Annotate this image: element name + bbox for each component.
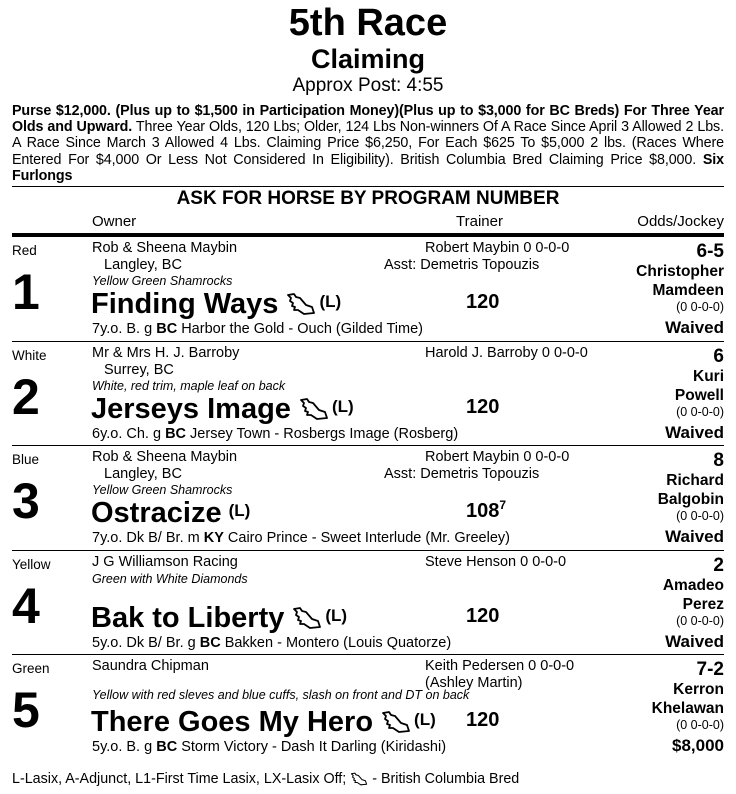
silks-description: Yellow with red sleves and blue cuffs, slash on front and DT on back	[92, 688, 470, 703]
breeding-origin: BC	[156, 739, 178, 756]
program-number: 5	[12, 682, 40, 739]
saddle-cloth-color: Blue	[12, 452, 40, 468]
column-trainer: Trainer	[456, 213, 503, 231]
silks-description: White, red trim, maple leaf on back	[92, 378, 286, 393]
assistant-trainer: Asst: Demetris Topouzis	[384, 257, 540, 274]
pedigree: Cairo Prince - Sweet Interlude (Mr. Greeley)	[223, 530, 510, 547]
post-time: Approx Post: 4:55	[292, 75, 444, 96]
horse-name: There Goes My Hero	[91, 706, 374, 739]
horse-name-line	[91, 703, 436, 739]
owner-location: Langley, BC	[104, 466, 182, 483]
owner-location: Surrey, BC	[104, 361, 174, 378]
morning-line-odds: 6	[713, 345, 724, 367]
jockey-stats: (0 0-0-0)	[676, 718, 724, 733]
pedigree: Jersey Town - Rosbergs Image (Rosberg)	[186, 425, 459, 442]
morning-line-odds: 6-5	[696, 241, 724, 263]
horse-name-line	[91, 494, 250, 530]
breeding-line	[92, 530, 510, 546]
british-columbia-outline-icon	[350, 772, 368, 786]
horse-name-line	[91, 285, 341, 321]
pedigree: Harbor the Gold - Ouch (Gilded Time)	[177, 321, 423, 338]
odds-jockey-block	[636, 240, 724, 314]
silks-description: Yellow Green Shamrocks	[92, 274, 233, 289]
age-color-sex: 5y.o. B. g	[92, 739, 157, 756]
column-odds-jockey: Odds/Jockey	[637, 213, 724, 231]
pedigree: Storm Victory - Dash It Darling (Kiridashi)	[177, 739, 447, 756]
assistant-trainer: Asst: Demetris Topouzis	[384, 466, 540, 483]
owner-name: Saundra Chipman	[92, 658, 209, 675]
breeding-origin: BC	[156, 321, 178, 338]
race-type: Claiming	[310, 44, 425, 74]
program-banner: ASK FOR HORSE BY PROGRAM NUMBER	[12, 186, 724, 211]
age-color-sex: 7y.o. B. g	[92, 321, 157, 338]
claiming-status: Waived	[665, 318, 724, 338]
jockey-last-name: Mamdeen	[652, 282, 724, 300]
race-conditions	[12, 103, 724, 184]
british-columbia-outline-icon	[381, 710, 411, 734]
owner-name: J G Williamson Racing	[92, 553, 238, 570]
assistant-trainer: (Ashley Martin)	[425, 675, 523, 692]
medication-code: (L)	[319, 292, 342, 312]
horse-name: Jerseys Image	[91, 392, 291, 425]
morning-line-odds: 2	[713, 554, 724, 576]
medication-code: (L)	[325, 605, 348, 625]
jockey-stats: (0 0-0-0)	[676, 300, 724, 315]
pedigree: Bakken - Montero (Louis Quatorze)	[220, 634, 452, 651]
jockey-last-name: Balgobin	[657, 491, 724, 509]
claiming-status: $8,000	[672, 736, 724, 756]
age-color-sex: 7y.o. Dk B/ Br. m	[92, 530, 204, 547]
jockey-first-name: Kuri	[693, 367, 724, 385]
weight-value: 120	[466, 709, 500, 732]
legend-bc-text: - British Columbia Bred	[372, 771, 520, 787]
trainer-name: Robert Maybin 0 0-0-0	[425, 240, 570, 257]
breeding-origin: BC	[199, 634, 221, 651]
claiming-status: Waived	[665, 422, 724, 442]
weight-value: 120	[466, 395, 500, 418]
trainer-name: Harold J. Barroby 0 0-0-0	[425, 344, 588, 361]
horse-name-line	[91, 599, 347, 635]
program-number: 2	[12, 368, 40, 425]
assigned-weight	[466, 605, 499, 628]
entry-row	[12, 342, 724, 447]
entry-row	[12, 551, 724, 656]
conditions-purse: Purse $12,000. (Plus up to $1,500 in Participation Money)(Plus up to $3,000 for BC Breds) For Three Year Olds and Upward.	[12, 103, 724, 136]
horse-name: Bak to Liberty	[91, 601, 285, 634]
jockey-first-name: Kerron	[673, 681, 724, 699]
apprentice-allowance: 7	[499, 498, 507, 513]
jockey-first-name: Amadeo	[662, 576, 724, 594]
breeding-line	[92, 426, 458, 442]
owner-name: Rob & Sheena Maybin	[92, 240, 238, 257]
footer-legend	[12, 771, 519, 787]
medication-code: (L)	[228, 501, 251, 521]
jockey-last-name: Powell	[674, 386, 724, 404]
medication-code: (L)	[331, 396, 354, 416]
breeding-line	[92, 321, 423, 337]
breeding-line	[92, 739, 446, 755]
program-number: 3	[12, 473, 40, 530]
horse-name: Ostracize	[91, 497, 222, 530]
conditions-distance: Six Furlongs	[12, 151, 724, 184]
weight-value: 120	[466, 604, 500, 627]
race-title: 5th Race	[288, 2, 448, 44]
assigned-weight	[466, 396, 499, 419]
assigned-weight	[466, 291, 499, 314]
program-number: 1	[12, 264, 40, 321]
legend-text: L-Lasix, A-Adjunct, L1-First Time Lasix, LX-Lasix Off;	[12, 771, 347, 787]
horse-name: Finding Ways	[91, 288, 279, 321]
owner-name: Mr & Mrs H. J. Barroby	[92, 344, 240, 361]
saddle-cloth-color: Red	[12, 243, 37, 259]
conditions-body: Three Year Olds, 120 Lbs; Older, 124 Lbs Non-winners Of A Race Since April 3 Allowed 2 Lbs. A Race Since March 3 Allowed 4 Lbs. Claiming Price $6,250, For Each $625 To $5,000 2 lbs. (Races Where Entered For $4,000 Or Less Not Considered In Eligibility). British Columbia Bred Claiming Price $8,000.	[12, 119, 724, 168]
age-color-sex: 5y.o. Dk B/ Br. g	[92, 634, 200, 651]
saddle-cloth-color: White	[12, 347, 47, 363]
odds-jockey-block	[658, 449, 724, 523]
breeding-origin: KY	[203, 530, 224, 547]
horse-name-line	[91, 390, 354, 426]
silks-description: Yellow Green Shamrocks	[92, 483, 233, 498]
owner-location: Langley, BC	[104, 257, 182, 274]
jockey-stats: (0 0-0-0)	[676, 509, 724, 524]
claiming-status: Waived	[665, 631, 724, 651]
morning-line-odds: 8	[713, 450, 724, 472]
age-color-sex: 6y.o. Ch. g	[92, 425, 166, 442]
british-columbia-outline-icon	[292, 606, 322, 630]
british-columbia-outline-icon	[299, 397, 329, 421]
owner-name: Rob & Sheena Maybin	[92, 449, 238, 466]
silks-description: Green with White Diamonds	[92, 571, 248, 586]
claiming-status: Waived	[665, 527, 724, 547]
odds-jockey-block	[675, 345, 724, 419]
trainer-name: Robert Maybin 0 0-0-0	[425, 449, 570, 466]
jockey-first-name: Richard	[666, 472, 724, 490]
morning-line-odds: 7-2	[696, 659, 724, 681]
jockey-last-name: Perez	[682, 595, 724, 613]
medication-code: (L)	[414, 710, 436, 730]
trainer-name: Keith Pedersen 0 0-0-0	[425, 658, 575, 675]
weight-value: 108	[466, 500, 500, 523]
entries-list	[12, 237, 724, 760]
weight-value: 120	[466, 291, 500, 314]
entry-row	[12, 446, 724, 551]
jockey-stats: (0 0-0-0)	[676, 613, 724, 628]
program-number: 4	[12, 577, 40, 634]
column-owner: Owner	[92, 213, 137, 231]
column-header	[12, 211, 724, 233]
odds-jockey-block	[663, 554, 724, 628]
breeding-line	[92, 635, 451, 651]
race-header	[0, 0, 736, 98]
entry-row	[12, 655, 724, 760]
assigned-weight	[466, 709, 499, 732]
jockey-last-name: Khelawan	[651, 700, 724, 718]
breeding-origin: BC	[165, 425, 187, 442]
trainer-name: Steve Henson 0 0-0-0	[425, 553, 567, 570]
odds-jockey-block	[652, 658, 724, 732]
entry-row	[12, 237, 724, 342]
jockey-first-name: Christopher	[636, 263, 724, 281]
jockey-stats: (0 0-0-0)	[676, 404, 724, 419]
saddle-cloth-color: Yellow	[12, 556, 51, 572]
saddle-cloth-color: Green	[12, 661, 50, 677]
assigned-weight	[466, 500, 506, 523]
british-columbia-outline-icon	[286, 292, 316, 316]
